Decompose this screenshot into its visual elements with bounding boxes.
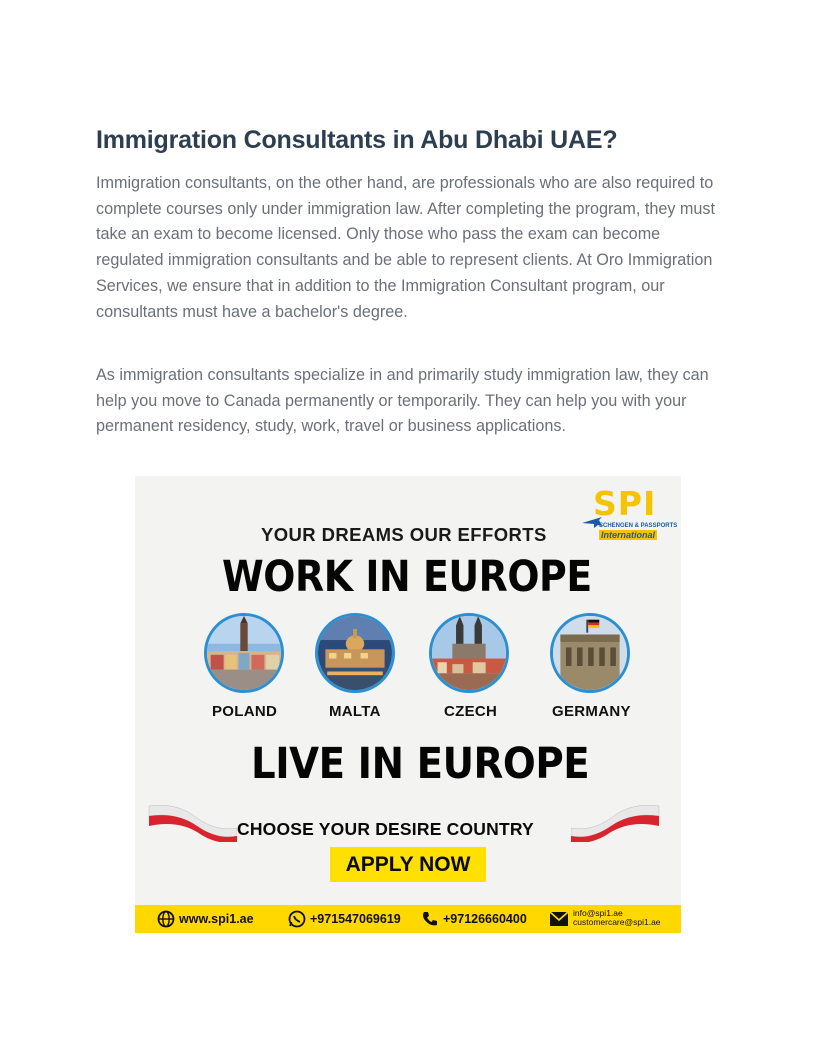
spi-logo xyxy=(581,484,678,540)
whatsapp-contact[interactable] xyxy=(288,905,401,933)
whatsapp-number: +971547069619 xyxy=(310,912,401,926)
logo-line2: International xyxy=(601,530,656,540)
mail-icon xyxy=(549,911,569,927)
work-in-europe-banner xyxy=(135,476,681,933)
malta-photo xyxy=(315,613,395,693)
czech-photo xyxy=(429,613,509,693)
email-info: info@spi1.ae xyxy=(573,908,623,918)
website-text: www.spi1.ae xyxy=(179,912,254,926)
phone-icon xyxy=(421,910,439,928)
country-label-poland: POLAND xyxy=(212,703,278,720)
poland-photo xyxy=(204,613,284,693)
email-contacts[interactable] xyxy=(573,909,661,927)
apply-now-button[interactable]: APPLY NOW xyxy=(330,847,486,882)
banner-tagline: YOUR DREAMS OUR EFFORTS xyxy=(261,524,547,545)
phone-number: +97126660400 xyxy=(443,912,527,926)
whatsapp-icon xyxy=(288,910,306,928)
website-contact[interactable] xyxy=(157,905,254,933)
paragraph-intro: Immigration consultants, on the other hand, are professionals who are also required to complete courses only under immigration law. After completing the program, they must take an exam to become licensed. Only those who pass the exam can become regulated immigration consultants and be able to represent clients. At Oro Immigration Services, we ensure that in addition to the Immigration Consultant program, our consultants must have a bachelor's degree. xyxy=(96,174,716,321)
paragraph-services: As immigration consultants specialize in and primarily study immigration law, they can help you move to Canada permanently or temporarily. They can help you with your permanent residency, study, work, travel or business applications. xyxy=(96,366,709,436)
email-customercare: customercare@spi1.ae xyxy=(573,917,661,927)
banner-headline: WORK IN EUROPE xyxy=(222,552,592,602)
globe-icon xyxy=(157,910,175,928)
logo-name: SPI xyxy=(593,484,657,523)
country-label-malta: MALTA xyxy=(329,703,381,720)
country-label-czech: CZECH xyxy=(444,703,498,720)
choose-country-text: CHOOSE YOUR DESIRE COUNTRY xyxy=(237,819,534,839)
banner-contact-bar xyxy=(135,905,681,933)
country-label-germany: GERMANY xyxy=(552,703,631,720)
phone-contact[interactable] xyxy=(421,905,527,933)
page-title: Immigration Consultants in Abu Dhabi UAE? xyxy=(96,126,618,154)
poland-flag-ribbon-right xyxy=(571,802,661,842)
germany-photo xyxy=(550,613,630,693)
poland-flag-ribbon-left xyxy=(147,802,237,842)
banner-headline-2: LIVE IN EUROPE xyxy=(251,739,590,789)
logo-line1: SCHENGEN & PASSPORTS xyxy=(599,523,678,529)
